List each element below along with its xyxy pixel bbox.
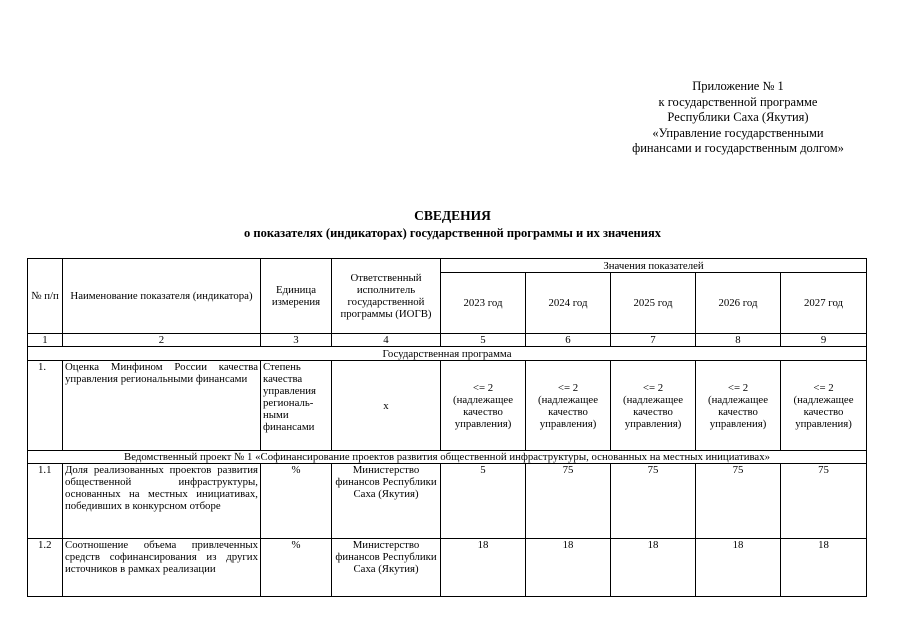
appendix-note	[560, 79, 905, 157]
header-values-group: Значения показателей	[441, 259, 867, 273]
indicator-name: Соотношение объема привлеченных средств софинансирования из других источников в рамках реализации	[63, 539, 261, 597]
section-project-1: Ведомственный проект № 1 «Софинансирование проектов развития общественной инфраструктуры, основанных на местных инициативах»	[28, 451, 867, 464]
header-num: № п/п	[28, 259, 63, 334]
column-number: 8	[696, 334, 781, 347]
header-year: 2026 год	[696, 273, 781, 334]
header-year: 2025 год	[611, 273, 696, 334]
column-number: 1	[28, 334, 63, 347]
indicator-value: <= 2 (надлежащее качество управления)	[526, 361, 611, 451]
row-number: 1.2	[28, 539, 63, 597]
column-number: 4	[332, 334, 441, 347]
indicators-table	[27, 258, 867, 597]
indicator-unit: %	[261, 464, 332, 539]
column-number: 5	[441, 334, 526, 347]
indicator-executor: х	[332, 361, 441, 451]
header-executor: Ответственный исполнитель государственной программы (ИОГВ)	[332, 259, 441, 334]
indicator-value: 75	[526, 464, 611, 539]
indicator-executor: Министерство финансов Республики Саха (Якутия)	[332, 539, 441, 597]
indicator-value: 18	[526, 539, 611, 597]
indicator-value: 5	[441, 464, 526, 539]
indicator-value: 18	[696, 539, 781, 597]
indicator-value: 18	[781, 539, 867, 597]
column-number: 9	[781, 334, 867, 347]
header-name: Наименование показателя (индикатора)	[63, 259, 261, 334]
appendix-line: Приложение № 1	[692, 79, 784, 93]
document-subtitle: о показателях (индикаторах) государственной программы и их значениях	[244, 226, 661, 240]
header-year: 2027 год	[781, 273, 867, 334]
indicator-value: 75	[611, 464, 696, 539]
indicator-value: 18	[441, 539, 526, 597]
appendix-line: финансами и государственным долгом»	[632, 141, 844, 155]
document-title: СВЕДЕНИЯ	[414, 208, 491, 223]
header-year: 2024 год	[526, 273, 611, 334]
indicator-executor: Министерство финансов Республики Саха (Якутия)	[332, 464, 441, 539]
indicator-value: <= 2 (надлежащее качество управления)	[441, 361, 526, 451]
header-year: 2023 год	[441, 273, 526, 334]
appendix-line: к государственной программе	[658, 94, 818, 109]
indicator-unit: Степень качества управления региональ-ными финансами	[261, 361, 332, 451]
indicator-value: 18	[611, 539, 696, 597]
column-number: 7	[611, 334, 696, 347]
column-number: 2	[63, 334, 261, 347]
indicator-value: 75	[696, 464, 781, 539]
appendix-line: Республики Саха (Якутия)	[667, 110, 809, 124]
indicator-unit: %	[261, 539, 332, 597]
indicator-name: Оценка Минфином России качества управления региональными финансами	[63, 361, 261, 451]
indicator-value: 75	[781, 464, 867, 539]
header-unit: Единица измерения	[261, 259, 332, 334]
indicator-value: <= 2 (надлежащее качество управления)	[781, 361, 867, 451]
row-number: 1.1	[28, 464, 63, 539]
indicator-name: Доля реализованных проектов развития общественной инфраструктуры, основанных на местных инициативах, победивших в конкурсном отборе	[63, 464, 261, 539]
indicator-value: <= 2 (надлежащее качество управления)	[696, 361, 781, 451]
column-number: 3	[261, 334, 332, 347]
appendix-line: «Управление государственными	[652, 125, 824, 140]
indicator-value: <= 2 (надлежащее качество управления)	[611, 361, 696, 451]
section-state-program: Государственная программа	[28, 347, 867, 361]
column-number: 6	[526, 334, 611, 347]
row-number: 1.	[28, 361, 63, 451]
